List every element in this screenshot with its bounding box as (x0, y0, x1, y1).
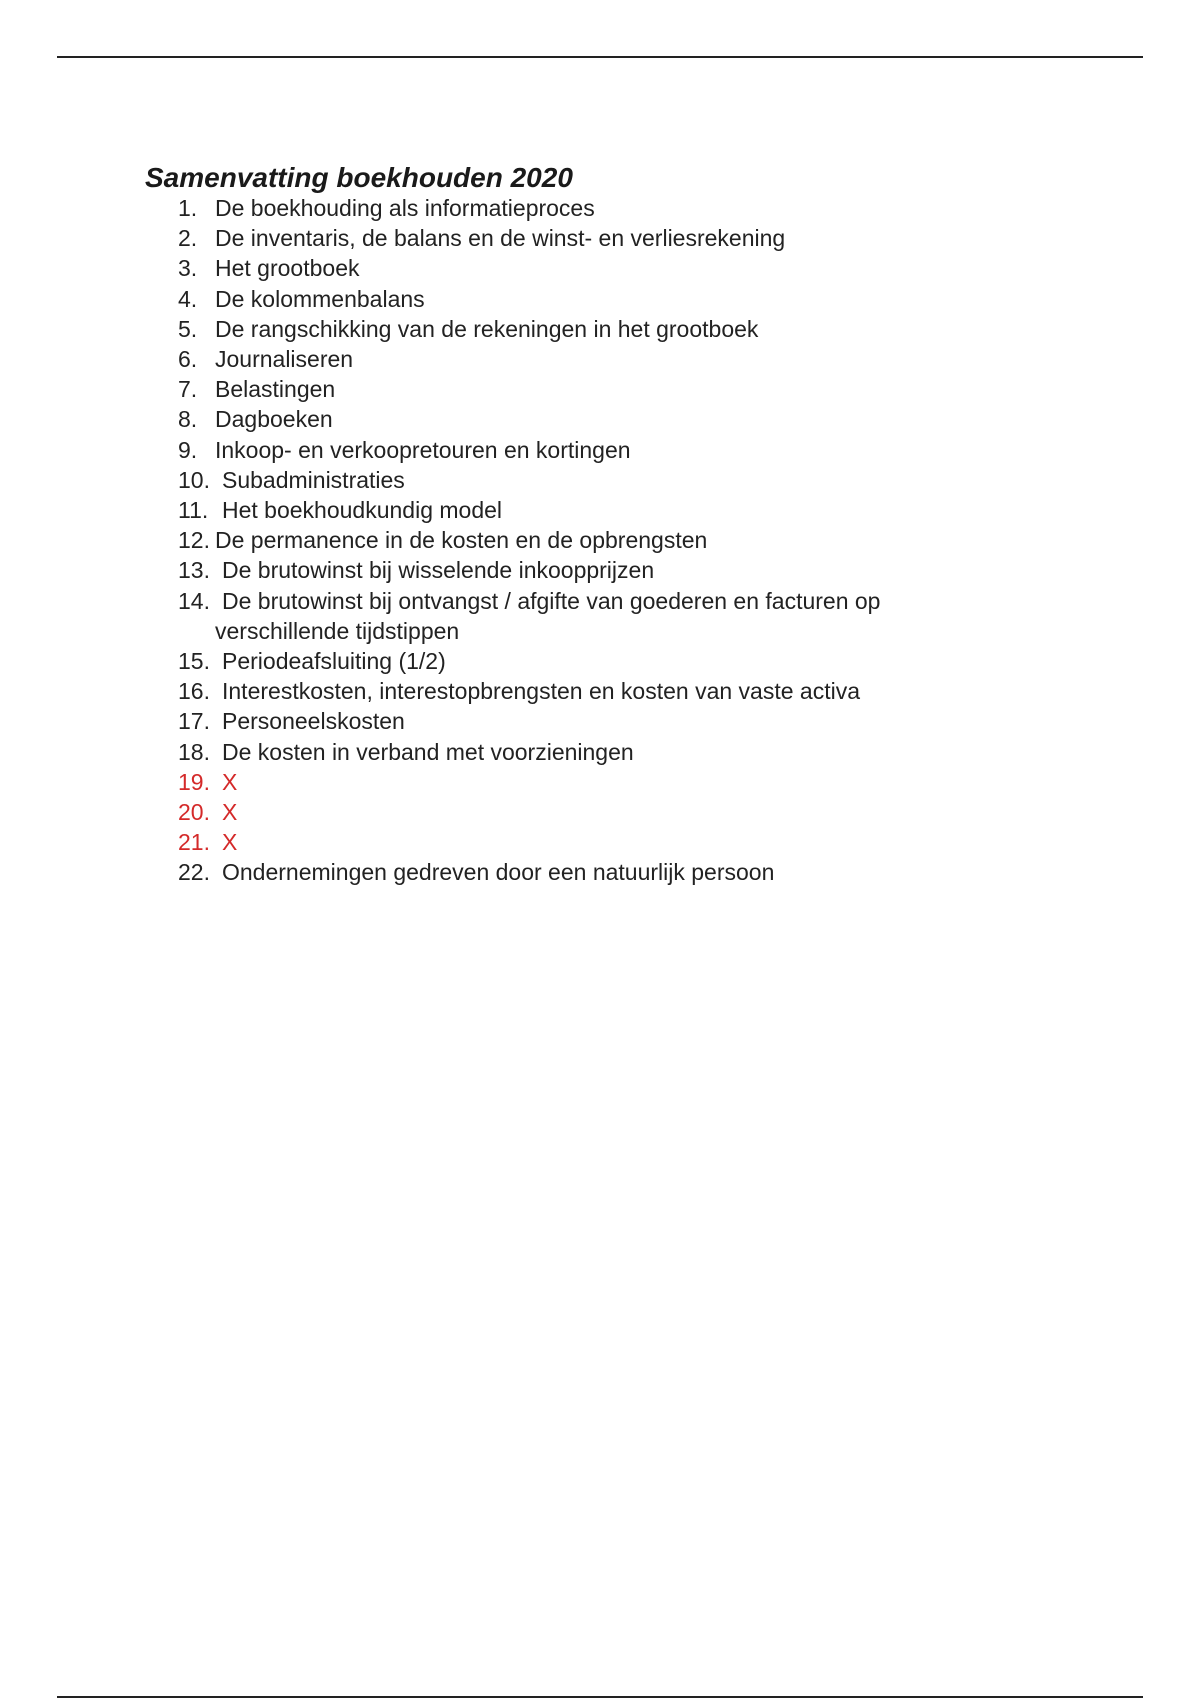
toc-item-number: 22. (178, 859, 210, 886)
toc-item-label: De inventaris, de balans en de winst- en verliesrekening (215, 225, 786, 252)
toc-item-number: 12. (178, 527, 210, 554)
toc-item-label: Het boekhoudkundig model (222, 497, 503, 524)
toc-item-7 (178, 374, 978, 404)
toc-item-label: X (222, 768, 238, 795)
toc-item-number: 3. (178, 255, 198, 282)
toc-item-label: De brutowinst bij ontvangst / afgifte van goederen en facturen op verschillende tijdstippen (215, 587, 881, 644)
toc-item-19 (178, 767, 978, 797)
toc-item-label: De kolommenbalans (215, 285, 425, 312)
toc-item-2 (178, 223, 978, 253)
toc-item-number: 8. (178, 406, 198, 433)
toc-item-label: X (222, 799, 238, 826)
toc-item-label: De brutowinst bij wisselende inkoopprijzen (222, 557, 655, 584)
toc-item-label: De boekhouding als informatieproces (215, 195, 595, 221)
table-of-contents (178, 193, 978, 888)
toc-item-9 (178, 435, 978, 465)
toc-item-22 (178, 857, 978, 887)
toc-item-number: 10. (178, 466, 210, 493)
toc-item-1 (178, 193, 978, 223)
toc-item-15 (178, 646, 978, 676)
toc-item-number: 7. (178, 376, 198, 403)
toc-item-label: Het grootboek (215, 255, 360, 282)
toc-item-17 (178, 706, 978, 736)
toc-item-number: 19. (178, 768, 210, 795)
toc-item-number: 2. (178, 225, 198, 252)
toc-item-label: De kosten in verband met voorzieningen (222, 738, 634, 765)
toc-item-6 (178, 344, 978, 374)
toc-item-number: 6. (178, 346, 198, 373)
toc-item-label: Ondernemingen gedreven door een natuurlijk persoon (222, 859, 775, 886)
toc-item-5 (178, 314, 978, 344)
toc-item-21 (178, 827, 978, 857)
toc-item-number: 18. (178, 738, 210, 765)
toc-item-label: Inkoop- en verkoopretouren en kortingen (215, 436, 631, 463)
toc-item-number: 9. (178, 436, 198, 463)
toc-item-label: Journaliseren (215, 346, 354, 373)
toc-item-11 (178, 495, 978, 525)
toc-item-16 (178, 676, 978, 706)
toc-item-number: 13. (178, 557, 210, 584)
toc-item-18 (178, 737, 978, 767)
toc-item-number: 1. (178, 195, 198, 221)
toc-item-label: Belastingen (215, 376, 336, 403)
toc-item-label: Periodeafsluiting (1/2) (222, 648, 446, 675)
toc-item-20 (178, 797, 978, 827)
toc-item-number: 11. (178, 497, 209, 524)
toc-item-label: Personeelskosten (222, 708, 405, 735)
toc-item-12 (178, 525, 978, 555)
toc-item-number: 16. (178, 678, 210, 705)
header-rule (57, 56, 1143, 58)
toc-item-label: De rangschikking van de rekeningen in het grootboek (215, 315, 759, 342)
toc-item-label: X (222, 829, 238, 856)
toc-item-3 (178, 253, 978, 283)
toc-item-8 (178, 404, 978, 434)
toc-item-label: Dagboeken (215, 406, 333, 433)
document-title: Samenvatting boekhouden 2020 (145, 161, 573, 193)
toc-item-13 (178, 555, 978, 585)
toc-item-number: 21. (178, 829, 210, 856)
toc-item-number: 5. (178, 315, 198, 342)
toc-item-number: 15. (178, 648, 210, 675)
toc-item-10 (178, 465, 978, 495)
toc-item-number: 4. (178, 285, 198, 312)
toc-item-14 (178, 586, 978, 646)
toc-item-label: Interestkosten, interestopbrengsten en kosten van vaste activa (222, 678, 860, 705)
toc-item-label: Subadministraties (222, 466, 405, 493)
toc-item-label: De permanence in de kosten en de opbrengsten (215, 527, 708, 554)
toc-item-number: 17. (178, 708, 210, 735)
toc-item-4 (178, 284, 978, 314)
toc-item-number: 20. (178, 799, 210, 826)
footer-rule (57, 1696, 1143, 1698)
toc-item-number: 14. (178, 587, 210, 614)
